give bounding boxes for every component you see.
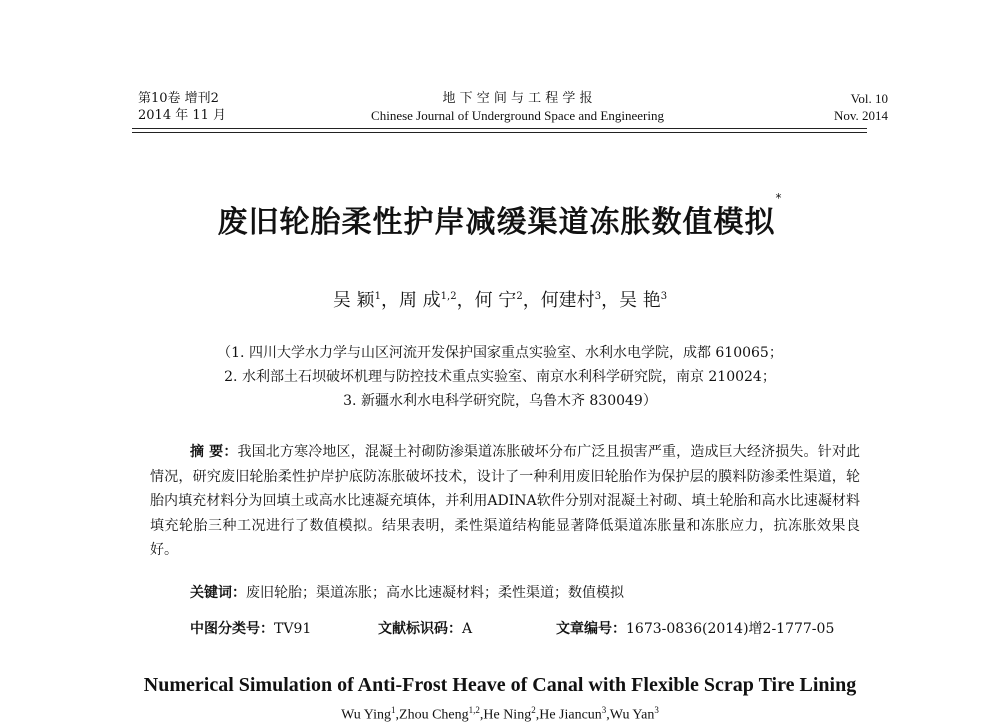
document-code xyxy=(378,618,472,638)
date-english: Nov. 2014 xyxy=(833,108,888,123)
article-number-label: 文章编号： xyxy=(556,621,626,637)
author-separator: ， xyxy=(380,290,399,311)
affiliation-2: 2. 水利部土石坝破坏机理与防控技术重点实验室、南京水利科学研究院，南京 210024； xyxy=(224,369,776,385)
volume-english: Vol. 10 xyxy=(850,91,888,106)
author-name: 吴 艳 xyxy=(619,290,661,311)
affiliation-1: （1. 四川大学水力学与山区河流开发保护国家重点实验室、水利水电学院，成都 610065； xyxy=(217,345,783,361)
author-affil-sup: 1 xyxy=(374,291,381,302)
author-separator: ， xyxy=(456,290,475,311)
clc-label: 中图分类号： xyxy=(190,621,274,637)
doc-code-label: 文献标识码： xyxy=(378,621,462,637)
keywords-text: 废旧轮胎；渠道冻胀；高水比速凝材料；柔性渠道；数值模拟 xyxy=(246,585,624,601)
author-list xyxy=(0,286,1000,312)
author-name: 吴 颖 xyxy=(332,290,375,311)
volume-issue: 第10卷 增刊2 xyxy=(138,91,219,106)
english-author-sup: 1,2 xyxy=(468,705,480,715)
abstract-label: 摘 要： xyxy=(190,444,238,460)
english-author-name: Zhou Cheng xyxy=(399,707,469,723)
abstract-indent xyxy=(150,444,190,460)
english-author-sup: 1 xyxy=(391,705,396,715)
clc-value: TV91 xyxy=(274,621,312,637)
author-name: 何建村 xyxy=(540,290,595,311)
paper-title xyxy=(0,191,1000,241)
article-number-value: 1673-0836(2014)增2-1777-05 xyxy=(626,621,835,637)
english-author-sup: 3 xyxy=(601,705,607,715)
english-author-name: Wu Ying xyxy=(341,707,392,723)
header-rule-bottom xyxy=(132,132,867,133)
doc-code-value: A xyxy=(462,621,473,637)
journal-name-chinese: 地 下 空 间 与 工 程 学 报 xyxy=(442,91,593,106)
journal-name-english: Chinese Journal of Underground Space and Engineering xyxy=(371,108,664,123)
english-author-separator: , xyxy=(535,707,540,723)
abstract xyxy=(150,440,860,563)
keywords-label: 关键词： xyxy=(190,585,246,601)
author-affil-sup: 3 xyxy=(594,291,602,302)
article-number xyxy=(556,618,834,638)
author-name: 周 成 xyxy=(398,290,441,311)
paper-title-text: 废旧轮胎柔性护岸减缓渠道冻胀数值模拟 xyxy=(217,205,776,240)
journal-volume-english xyxy=(834,90,888,124)
issue-date: 2014 年 11 月 xyxy=(138,108,227,123)
english-author-separator: , xyxy=(395,707,400,723)
clc-number xyxy=(190,618,311,638)
journal-name xyxy=(335,90,700,124)
author-affil-sup: 1,2 xyxy=(440,291,457,302)
author-affil-sup: 3 xyxy=(660,291,668,302)
abstract-text: 我国北方寒冷地区，混凝土衬砌防渗渠道冻胀破坏分布广泛且损害严重，造成巨大经济损失。针对此情况，研究废旧轮胎柔性护岸护底防冻胀破坏技术，设计了一种利用废旧轮胎作为保护层的膜料防渗柔性渠道，轮胎内填充材料分为回填土或高水比速凝充填体，并利用ADINA软件分别对混凝土衬砌、填土轮胎和高水比速凝材料填充轮胎三种工况进行了数值模拟。结果表明，柔性渠道结构能显著降低渠道冻胀量和冻胀应力，抗冻胀效果良好。 xyxy=(150,444,861,558)
author-separator: ， xyxy=(601,290,620,311)
english-title: Numerical Simulation of Anti-Frost Heave of Canal with Flexible Scrap Tire Lining xyxy=(143,674,857,696)
title-footnote-mark: * xyxy=(775,191,783,205)
keywords xyxy=(190,582,624,602)
english-author-name: He Ning xyxy=(483,707,532,723)
author-name: 何 宁 xyxy=(474,290,517,311)
english-author-sup: 2 xyxy=(531,705,536,715)
english-author-name: He Jiancun xyxy=(539,707,602,723)
author-separator: ， xyxy=(522,290,541,311)
journal-volume-info xyxy=(138,90,226,124)
english-author-separator: , xyxy=(606,707,610,723)
english-author-sup: 3 xyxy=(654,705,659,715)
author-affil-sup: 2 xyxy=(516,291,523,302)
english-author-list xyxy=(0,705,1000,724)
english-author-name: Wu Yan xyxy=(609,707,655,723)
english-author-separator: , xyxy=(479,707,484,723)
affiliation-3: 3. 新疆水利水电科学研究院，乌鲁木齐 830049） xyxy=(343,393,657,409)
header-rule-top xyxy=(132,128,867,129)
